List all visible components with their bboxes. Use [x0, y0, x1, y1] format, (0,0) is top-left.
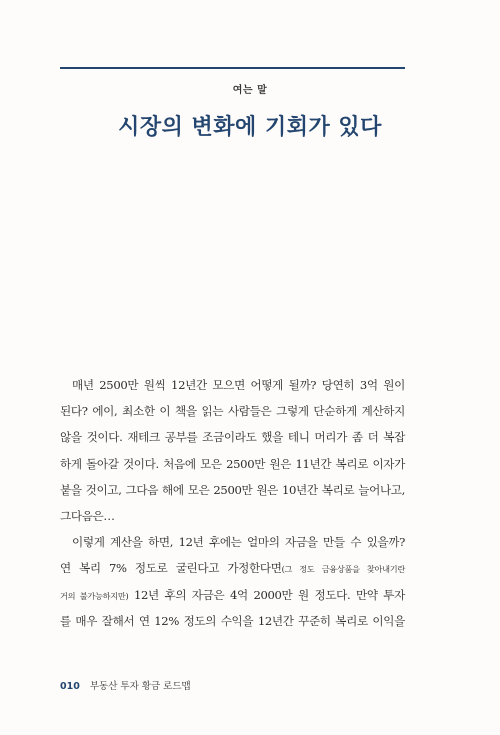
section-label: 여는 말 — [232, 85, 268, 96]
body-line — [60, 582, 405, 608]
page-footer — [60, 678, 191, 692]
body-line: 이렇게 계산을 하면, 12년 후에는 얼마의 자금을 만들 수 있을까? — [72, 535, 405, 550]
body-line: 그다음은… — [60, 508, 115, 523]
body-line: 하게 돌아갈 것이다. 처음에 모은 2500만 원은 11년간 복리로 이자가 — [60, 456, 405, 471]
body-line-main: 12년 후의 자금은 4억 2000만 원 정도다. 만약 투자 — [128, 587, 405, 602]
top-rule — [60, 67, 405, 69]
body-text — [60, 372, 405, 634]
body-line: 않을 것이다. 재테크 공부를 조금이라도 했을 테니 머리가 좀 더 복잡 — [60, 430, 405, 445]
body-line-main: 연 복리 7% 정도로 굴린다고 가정한다면 — [60, 561, 282, 576]
body-line: 붙을 것이고, 그다음 해에 모은 2500만 원은 10년간 복리로 늘어나고, — [60, 482, 405, 497]
body-line — [60, 555, 405, 581]
parenthetical-note: 거의 불가능하지만) — [60, 590, 129, 601]
body-line: 매년 2500만 원씩 12년간 모으면 어떻게 될까? 당연히 3억 원이 — [72, 378, 405, 392]
parenthetical-note: (그 정도 금융상품을 찾아내기란 — [281, 564, 405, 575]
chapter-title: 시장의 변화에 기회가 있다 — [118, 114, 382, 140]
page-number: 010 — [60, 681, 80, 692]
running-title: 부동산 투자 황금 로드맵 — [89, 681, 191, 692]
body-line: 를 매우 잘해서 연 12% 정도의 수익을 12년간 꾸준히 복리로 이익을 — [60, 613, 405, 628]
body-line: 된다? 에이, 최소한 이 책을 읽는 사람들은 그렇게 단순하게 계산하지 — [60, 404, 405, 419]
